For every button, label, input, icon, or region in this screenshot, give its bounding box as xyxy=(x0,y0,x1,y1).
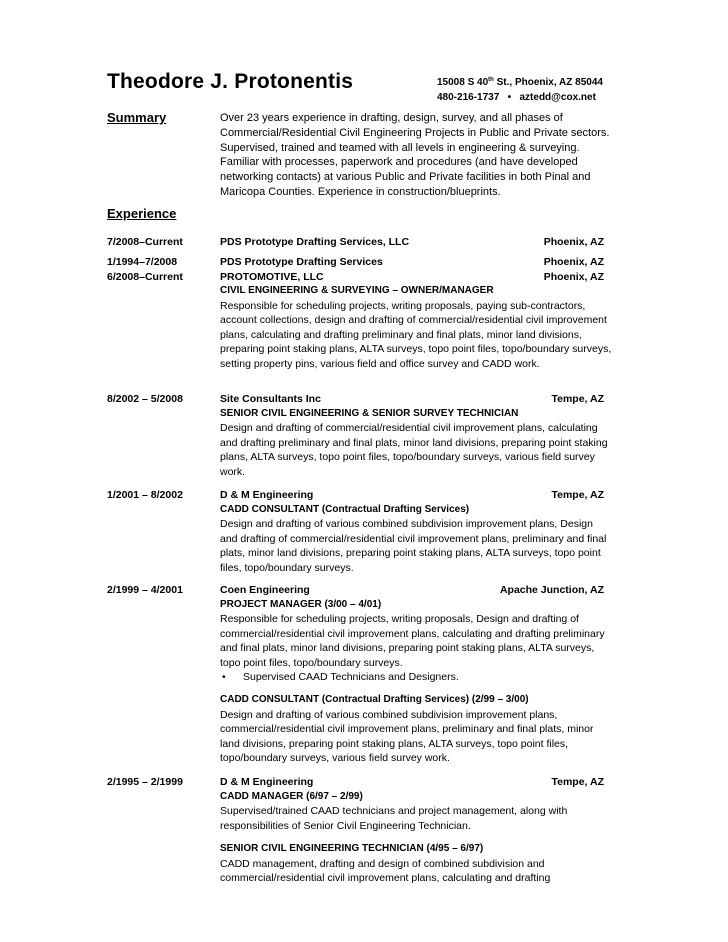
bullet-item xyxy=(220,670,459,685)
company-location: Phoenix, AZ xyxy=(543,236,604,248)
company-location: Phoenix, AZ xyxy=(543,270,604,283)
entry-date: 8/2002 – 5/2008 xyxy=(107,393,183,405)
job-description: Design and drafting of commercial/residential civil improvement plans, calculating and drafting preliminary and final plats, minor land divisions, preparing point staking plans, ALTA surveys, topo point files, topo/boundary surveys, various field survey work. xyxy=(220,422,608,478)
entry-company xyxy=(220,775,604,790)
job-title: CADD CONSULTANT (Contractual Drafting Services) xyxy=(220,503,470,515)
email: aztedd@cox.net xyxy=(519,92,596,103)
job-description: Design and drafting of various combined subdivision improvement plans, commercial/residential civil improvement plans, preliminary and final plats, minor land divisions, preparing point staking plans, ALTA surveys, topo point files, topo/boundary surveys, various field survey work. xyxy=(220,708,594,764)
company-name: PROTOMOTIVE, LLC xyxy=(220,270,324,283)
candidate-name: Theodore J. Protonentis xyxy=(107,70,354,93)
job-title: PROJECT MANAGER (3/00 – 4/01) xyxy=(220,598,382,610)
company-location: Phoenix, AZ xyxy=(543,256,604,268)
job-title: SENIOR CIVIL ENGINEERING TECHNICIAN (4/95 – 6/97) xyxy=(220,843,484,854)
company-name: Coen Engineering xyxy=(220,584,310,596)
entry-company xyxy=(220,270,604,285)
separator-dot: • xyxy=(507,92,512,103)
entry-company xyxy=(220,255,604,270)
job-title: CADD CONSULTANT (Contractual Drafting Services) (2/99 – 3/00) xyxy=(220,694,529,705)
company-name: PDS Prototype Drafting Services xyxy=(220,256,383,268)
entry-date: 2/1999 – 4/2001 xyxy=(107,584,183,596)
company-name: PDS Prototype Drafting Services, LLC xyxy=(220,236,410,248)
job-title: CIVIL ENGINEERING & SURVEYING – OWNER/MANAGER xyxy=(220,285,494,296)
entry-company xyxy=(220,488,604,503)
company-name: D & M Engineering xyxy=(220,489,314,501)
job-title: SENIOR CIVIL ENGINEERING & SENIOR SURVEY TECHNICIAN xyxy=(220,407,519,419)
entry-date: 2/1995 – 2/1999 xyxy=(107,776,183,788)
address-city: St., Phoenix, AZ 85044 xyxy=(493,77,603,88)
company-name: D & M Engineering xyxy=(220,776,314,788)
bullet-text: Supervised CAAD Technicians and Designers. xyxy=(243,671,459,683)
address-line xyxy=(437,73,603,90)
address-ordinal: th xyxy=(488,77,494,83)
entry-company xyxy=(220,392,604,407)
company-location: Tempe, AZ xyxy=(551,489,604,501)
entry-company xyxy=(220,235,604,250)
job-description: Supervised/trained CAAD technicians and project management, along with responsibilities of Senior Civil Engineering Technician. xyxy=(220,805,568,832)
company-location: Tempe, AZ xyxy=(551,393,604,405)
job-description: CADD management, drafting and design of combined subdivision and commercial/residential civil improvement plans, calculating and drafting xyxy=(220,857,551,884)
job-description: Responsible for scheduling projects, writing proposals, paying sub-contractors, account collections, design and drafting of commercial/residential civil improvement plans, calculating and drafting preliminary and final plats, minor land divisions, preparing point staking plans, ALTA surveys, topo point files, topo/boundary surveys, setting property pins, various field and office survey and CADD work. xyxy=(220,299,612,370)
summary-text: Over 23 years experience in drafting, design, survey, and all phases of Commercial/Residential Civil Engineering Projects in Public and Private sectors. Supervised, trained and teamed with all levels in engineering & surveying. Familiar with processes, paperwork and procedures (and have developed networking contacts) at various Public and Private facilities in both Pinal and Maricopa Counties. Experience in construction/blueprints. xyxy=(220,112,610,198)
experience-heading: Experience xyxy=(107,206,177,221)
job-description: Responsible for scheduling projects, writing proposals, Design and drafting of commercial/residential civil improvement plans, calculating and drafting preliminary and final plats, minor land divisions, preparing point staking plans, ALTA surveys, topo point files, topo/boundary surveys. xyxy=(220,613,605,669)
entry-date: 7/2008–Current xyxy=(107,236,183,248)
contact-block xyxy=(437,73,603,105)
phone-email-line xyxy=(437,90,603,105)
address-street: 15008 S 40 xyxy=(437,77,489,88)
company-name: Site Consultants Inc xyxy=(220,393,321,405)
entry-date: 6/2008–Current xyxy=(107,270,183,283)
entry-date: 1/1994–7/2008 xyxy=(107,256,178,268)
company-location: Tempe, AZ xyxy=(551,776,604,788)
job-description: Design and drafting of various combined subdivision improvement plans, Design and drafting of commercial/residential civil improvement plans, preliminary and final plats, minor land divisions, preparing point staking plans, ALTA surveys, topo point files, topo/boundary surveys. xyxy=(220,518,607,574)
job-title: CADD MANAGER (6/97 – 2/99) xyxy=(220,790,363,802)
company-location: Apache Junction, AZ xyxy=(499,584,604,596)
summary-heading: Summary xyxy=(107,110,167,125)
phone: 480-216-1737 xyxy=(437,92,500,103)
entry-date: 1/2001 – 8/2002 xyxy=(107,489,183,501)
entry-company xyxy=(220,583,604,598)
bullet-symbol: • xyxy=(222,671,226,683)
